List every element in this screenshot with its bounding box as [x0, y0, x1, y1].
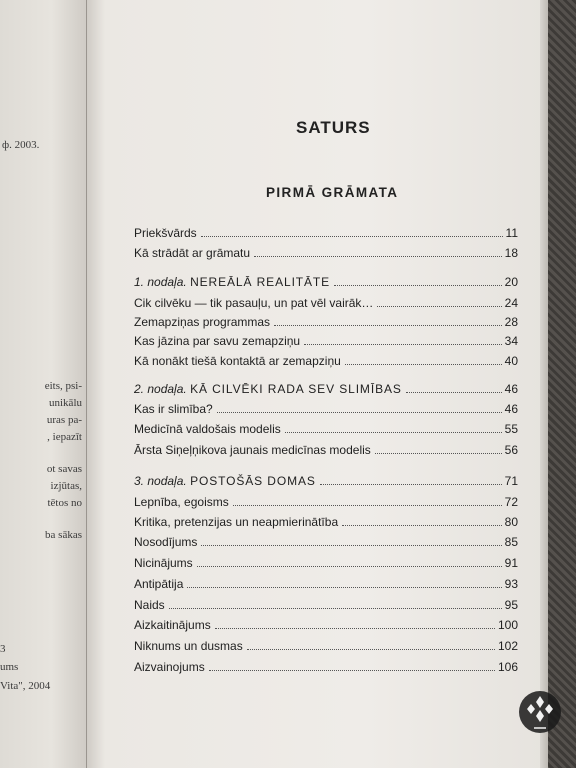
toc-entry-label	[134, 556, 193, 570]
toc-entry-title: Kā strādāt ar grāmatu	[134, 246, 251, 260]
toc-page-number: 11	[505, 226, 518, 240]
toc-entry-title: KĀ CILVĒKI RADA SEV SLIMĪBAS	[190, 382, 402, 396]
toc-leader-dots	[334, 285, 502, 286]
toc-entry	[134, 439, 518, 457]
left-page-text-line: ot savas	[46, 463, 82, 475]
toc-leader-dots	[342, 525, 502, 526]
toc-entry	[134, 330, 518, 348]
toc-page-number: 71	[504, 474, 518, 488]
toc-leader-dots	[197, 566, 502, 567]
toc-page-number: 46	[504, 402, 518, 416]
toc-entry-title: Naids	[134, 598, 165, 612]
toc-leader-dots	[375, 453, 502, 454]
left-page-text-line: 3	[0, 643, 6, 655]
toc-entry	[134, 511, 518, 529]
toc-page-number: 95	[504, 598, 518, 612]
toc-leader-dots	[285, 432, 502, 433]
left-page-text-line: tētos no	[47, 497, 82, 509]
toc-entry-label	[134, 535, 197, 549]
toc-page-number: 24	[504, 296, 518, 310]
toc-entry-label	[134, 515, 338, 529]
page-heading: SATURS	[296, 118, 371, 137]
book-title: PIRMĀ GRĀMATA	[266, 185, 399, 200]
toc-page-number: 102	[497, 639, 518, 653]
left-page-text-line: unikālu	[49, 397, 82, 409]
toc-leader-dots	[169, 608, 502, 609]
toc-page-number: 106	[497, 660, 518, 674]
toc-leader-dots	[215, 628, 495, 629]
toc-entry-label	[134, 443, 371, 457]
toc-entry	[134, 491, 518, 509]
toc-entry	[134, 398, 518, 416]
left-page-text-line: izjūtas,	[50, 480, 82, 492]
toc-leader-dots	[345, 364, 502, 365]
toc-entry-title: Nosodījums	[134, 535, 198, 549]
toc-entry	[134, 573, 518, 591]
toc-entry	[134, 552, 518, 570]
toc-page-number: 34	[504, 334, 518, 348]
toc-entry-label	[134, 296, 373, 310]
toc-entry-title: Zemapziņas programmas	[134, 315, 271, 329]
toc-entry	[134, 222, 518, 240]
left-page-text-line: , iepazīt	[47, 431, 82, 443]
toc-leader-dots	[274, 325, 502, 326]
toc-entry	[134, 635, 518, 653]
left-page	[0, 0, 86, 768]
toc-entry-label	[134, 354, 341, 368]
toc-entry-title: Kritika, pretenzijas un neapmierinātība	[134, 515, 339, 529]
toc-leader-dots	[247, 649, 495, 650]
toc-entry-title: Aizvainojums	[134, 660, 205, 674]
toc-entry-title: POSTOŠĀS DOMAS	[190, 474, 316, 488]
toc-entry-label	[134, 639, 243, 653]
toc-entry-title: Niknums un dusmas	[134, 639, 243, 653]
toc-entry	[134, 378, 518, 396]
toc-entry	[134, 470, 518, 488]
toc-page-number: 91	[504, 556, 518, 570]
toc-entry-label	[134, 334, 300, 348]
toc-chapter-prefix: 3. nodaļa.	[134, 474, 187, 488]
toc-entry-title: Aizkaitinājums	[134, 618, 211, 632]
toc-entry-label	[134, 402, 213, 416]
toc-entry-label	[134, 246, 250, 260]
toc-chapter-prefix: 2. nodaļa.	[134, 382, 187, 396]
toc-page-number: 56	[504, 443, 518, 457]
toc-leader-dots	[209, 670, 495, 671]
toc-entry-title: Nicinājums	[134, 556, 193, 570]
toc-leader-dots	[201, 236, 503, 237]
toc-page-number: 40	[504, 354, 518, 368]
toc-page-number: 100	[497, 618, 518, 632]
toc-entry-label	[134, 315, 270, 329]
toc-entry-label	[134, 618, 211, 632]
toc-entry-label	[134, 422, 281, 436]
toc-entry-label	[134, 577, 183, 591]
toc-entry	[134, 614, 518, 632]
left-page-text-line: ums	[0, 661, 19, 673]
toc-entry-title: Lepnība, egoisms	[134, 495, 229, 509]
toc-page-number: 46	[504, 382, 518, 396]
page-edge	[540, 0, 548, 768]
toc-entry	[134, 531, 518, 549]
toc-page-number: 20	[504, 275, 518, 289]
toc-entry	[134, 594, 518, 612]
toc-page-number: 18	[504, 246, 518, 260]
toc-entry-label	[134, 474, 316, 488]
toc-leader-dots	[254, 256, 502, 257]
toc-entry	[134, 311, 518, 329]
diamond-logo-icon	[517, 684, 563, 746]
toc-entry	[134, 656, 518, 674]
toc-entry-label	[134, 660, 205, 674]
toc-leader-dots	[304, 344, 502, 345]
toc-entry-label	[134, 598, 165, 612]
toc-entry	[134, 242, 518, 260]
toc-leader-dots	[377, 306, 501, 307]
left-page-text-line: eits, psi-	[44, 380, 82, 392]
toc-entry-label	[134, 275, 330, 289]
toc-entry	[134, 350, 518, 368]
toc-entry-title: Ārsta Siņeļņikova jaunais medicīnas modelis	[134, 443, 371, 457]
toc-page-number: 55	[504, 422, 518, 436]
toc-chapter-prefix: 1. nodaļa.	[134, 275, 187, 289]
toc-entry	[134, 418, 518, 436]
toc-entry-title: Antipātija	[134, 577, 184, 591]
toc-entry-title: Cik cilvēku — tik pasauļu, un pat vēl vairāk…	[134, 296, 374, 310]
left-page-text-line: uras pa-	[46, 414, 82, 426]
left-page-text-line: Vita", 2004	[0, 680, 51, 692]
toc-entry-title: Kas ir slimība?	[134, 402, 213, 416]
toc-entry-title: Kas jāzina par savu zemapziņu	[134, 334, 301, 348]
toc-entry	[134, 292, 518, 310]
toc-entry-label	[134, 226, 197, 240]
toc-leader-dots	[201, 545, 501, 546]
toc-leader-dots	[217, 412, 502, 413]
toc-page-number: 93	[504, 577, 518, 591]
toc-entry-label	[134, 495, 229, 509]
toc-leader-dots	[233, 505, 502, 506]
toc-page-number: 85	[504, 535, 518, 549]
toc-entry-label	[134, 382, 402, 396]
left-page-text-line: ba sākas	[45, 529, 82, 541]
toc-entry-title: Priekšvārds	[134, 226, 197, 240]
toc-entry-title: NEREĀLĀ REALITĀTE	[190, 275, 331, 289]
toc-entry	[134, 271, 518, 289]
toc-leader-dots	[406, 392, 502, 393]
left-page-text-line: ф. 2003.	[2, 139, 40, 151]
toc-entry-title: Kā nonākt tiešā kontaktā ar zemapziņu	[134, 354, 341, 368]
toc-entry-title: Medicīnā valdošais modelis	[134, 422, 281, 436]
toc-page-number: 72	[504, 495, 518, 509]
toc-page-number: 80	[504, 515, 518, 529]
toc-leader-dots	[187, 587, 501, 588]
toc-page-number: 28	[504, 315, 518, 329]
toc-leader-dots	[320, 484, 502, 485]
